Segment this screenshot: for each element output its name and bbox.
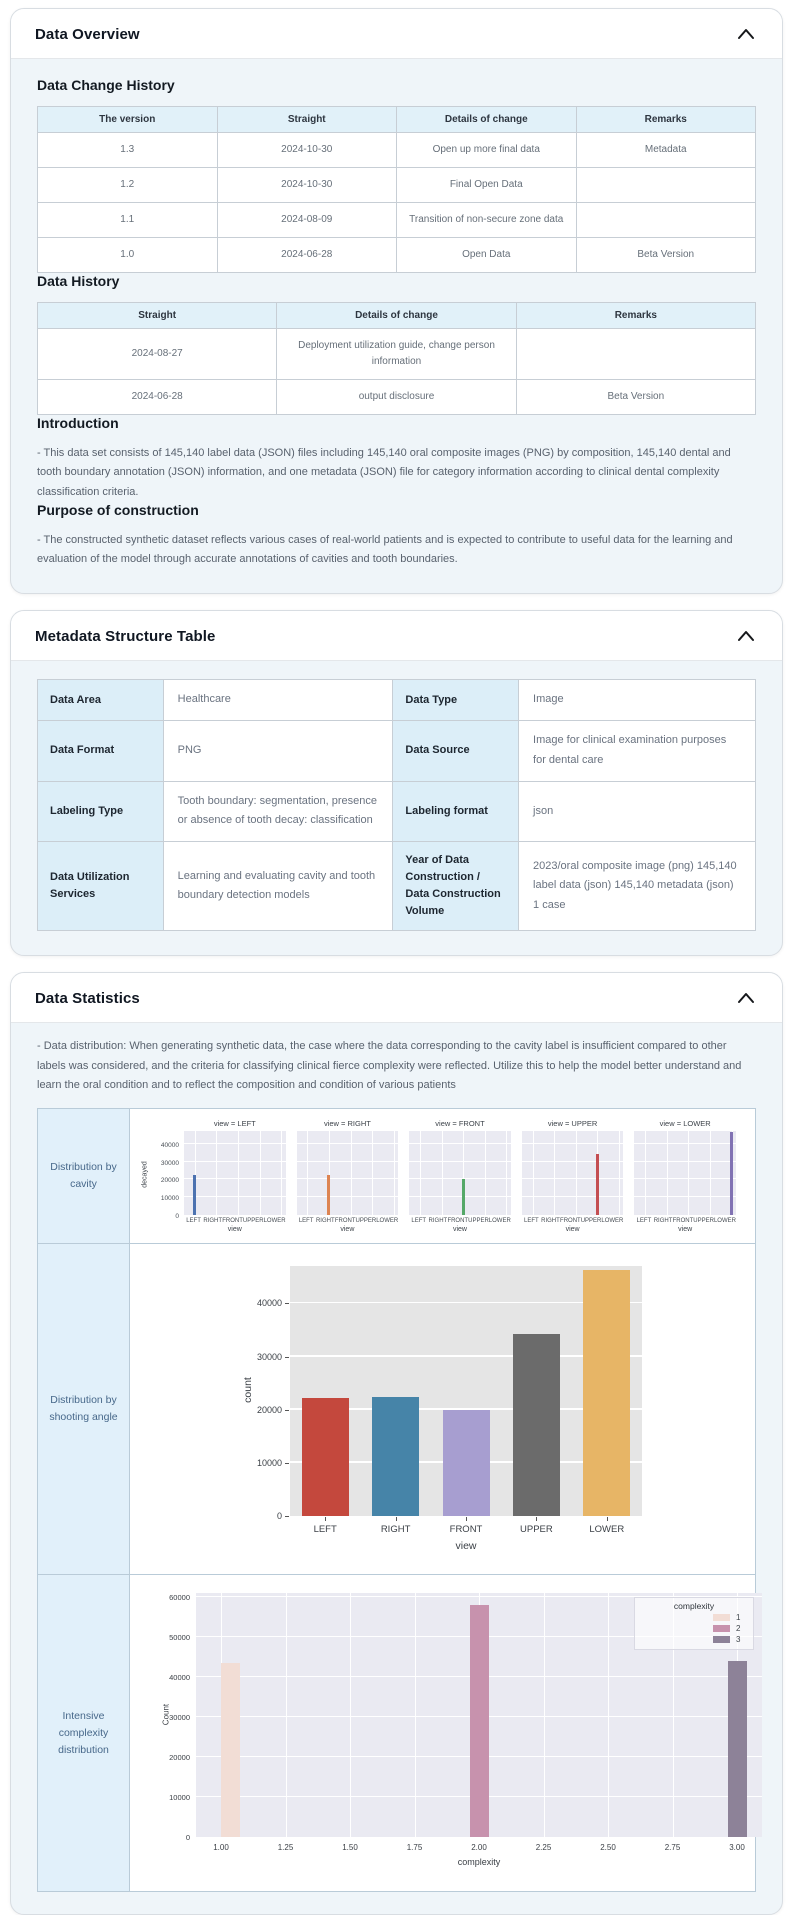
table-cell (576, 168, 756, 203)
legend-entry (644, 1613, 744, 1622)
gridline (184, 1178, 286, 1179)
table-cell: Metadata (576, 133, 756, 168)
facet-title: view = UPPER (547, 1119, 598, 1129)
data-statistics-body (11, 1023, 782, 1914)
y-tick-label: 30000 (160, 1159, 179, 1167)
table-cell: output disclosure (277, 380, 516, 415)
statistics-description: - Data distribution: When generating synthetic data, the case where the data corresponding to the cavity label is insufficient compared to other labels was considered, and the criteria for classifying clinical fierce complexity were reflected. Utilize this to help the model better understand and learn the oral condition and to reflect the composition and condition of various patients (37, 1040, 742, 1091)
gridline (297, 1196, 399, 1197)
y-tick-label: 10000 (256, 1457, 282, 1468)
legend-title: complexity (673, 1601, 715, 1612)
y-tick-label: 40000 (169, 1673, 190, 1683)
bar-front (462, 1179, 465, 1215)
x-tick-label: FRONT (222, 1218, 243, 1225)
table-cell: Deployment utilization guide, change person information (277, 329, 516, 380)
x-axis-label: view (452, 1226, 467, 1234)
table-row (38, 781, 756, 842)
distribution-by-shooting-angle-chart (138, 1258, 747, 1560)
x-tick-label: RIGHT (428, 1218, 448, 1225)
facet-title: view = LEFT (213, 1119, 256, 1129)
gridline (619, 1131, 620, 1215)
data-history-heading: Data History (37, 273, 120, 289)
gridline (286, 1593, 287, 1837)
bar-lower (583, 1270, 630, 1516)
table-cell: 1.2 (38, 168, 218, 203)
gridline (485, 1131, 486, 1215)
gridline (522, 1178, 624, 1179)
gridline (394, 1131, 395, 1215)
gridline (634, 1178, 736, 1179)
y-tick-mark (285, 1516, 289, 1517)
x-tick-label: 2.75 (664, 1843, 681, 1853)
gridline (442, 1131, 443, 1215)
y-tick-mark (285, 1463, 289, 1464)
metadata-label-cell: Labeling format (393, 781, 519, 842)
y-axis-label: decayed (141, 1161, 149, 1188)
bar-left (302, 1398, 349, 1517)
gridline (260, 1131, 261, 1215)
gridline (420, 1131, 421, 1215)
stats-row-label: Intensive complexity distribution (38, 1575, 130, 1892)
card-title-data-overview: Data Overview (35, 25, 140, 43)
y-tick-label: 20000 (256, 1404, 282, 1415)
x-tick-label: LOWER (713, 1218, 736, 1225)
gridline (184, 1143, 286, 1144)
x-tick-label: UPPER (520, 1524, 553, 1536)
gridline (522, 1196, 624, 1197)
introduction-heading: Introduction (37, 415, 119, 431)
y-tick-label: 10000 (160, 1195, 179, 1203)
table-row (38, 680, 756, 721)
x-tick-label: 1.25 (277, 1843, 294, 1853)
column-header: Remarks (576, 107, 756, 133)
metadata-label-cell: Data Area (38, 680, 164, 721)
y-axis (138, 1119, 184, 1221)
table-body (38, 133, 756, 273)
table-row (38, 203, 756, 238)
facet-title: view = LOWER (659, 1119, 711, 1129)
x-axis-label: complexity (457, 1857, 501, 1868)
gridline (297, 1143, 399, 1144)
bar-upper (513, 1334, 560, 1516)
x-tick-label: UPPER (242, 1218, 264, 1225)
legend-entry (644, 1635, 744, 1644)
gridline (710, 1131, 711, 1215)
facet-front (409, 1119, 511, 1233)
chevron-up-icon (736, 27, 756, 41)
facet-row (138, 1119, 747, 1233)
x-tick-labels (409, 1218, 511, 1224)
table-header-row (38, 107, 756, 133)
table-cell: 2024-08-27 (38, 329, 277, 380)
metadata-label-cell: Data Source (393, 721, 519, 782)
y-tick-label: 0 (276, 1511, 282, 1522)
x-tick-label: LEFT (298, 1218, 314, 1225)
gridline (415, 1593, 416, 1837)
legend (634, 1597, 754, 1650)
intensive-complexity-distribution-chart (138, 1587, 747, 1879)
facet-lower (634, 1119, 736, 1233)
legend-entry-label: 1 (736, 1613, 741, 1623)
bar-left (193, 1175, 196, 1215)
facet-plot (522, 1131, 624, 1215)
gridline (522, 1161, 624, 1162)
gridline (544, 1593, 545, 1837)
x-tick-label: LEFT (411, 1218, 427, 1225)
bar-right (372, 1397, 419, 1516)
introduction-paragraph: - This data set consists of 145,140 label data (JSON) files including 145,140 oral composite images (PNG) by composition, 145,140 dental and tooth boundary annotation (JSON) information, and one metadata (JSON) file for category information according to clinical dental complexity classification criteria. (37, 447, 731, 498)
metadata-value-cell: Tooth boundary: segmentation, presence or absence of tooth decay: classification (163, 781, 393, 842)
y-tick-mark (285, 1357, 289, 1358)
table-cell: 2024-06-28 (217, 238, 397, 273)
metadata-value-cell: Learning and evaluating cavity and tooth boundary detection models (163, 842, 393, 931)
x-tick-label: LEFT (313, 1524, 337, 1536)
metadata-label-cell: Data Utilization Services (38, 842, 164, 931)
table-row (38, 133, 756, 168)
y-tick-label: 50000 (169, 1633, 190, 1643)
gridline (297, 1178, 399, 1179)
x-tick-label: RIGHT (653, 1218, 673, 1225)
metadata-label-cell: Data Format (38, 721, 164, 782)
x-tick-label: FRONT (672, 1218, 694, 1225)
metadata-value-cell: PNG (163, 721, 393, 782)
table-header-row (38, 303, 756, 329)
x-tick-label: LOWER (488, 1218, 511, 1225)
bar-upper (596, 1154, 599, 1215)
facet-plot (184, 1131, 286, 1215)
x-axis-label: view (340, 1226, 355, 1234)
x-tick-mark (325, 1517, 326, 1521)
x-tick-label: LEFT (524, 1218, 539, 1225)
gridline (522, 1143, 624, 1144)
table-row (38, 168, 756, 203)
y-tick-label: 30000 (256, 1351, 282, 1362)
table-row (38, 238, 756, 273)
legend-swatch (713, 1636, 730, 1643)
table-row (38, 842, 756, 931)
collapse-chevron-icon[interactable] (734, 24, 758, 44)
data-overview-card (10, 8, 783, 594)
x-tick-label: FRONT (449, 1524, 483, 1536)
x-tick-label: RIGHT (315, 1218, 335, 1225)
metadata-structure-table (37, 679, 756, 931)
facet-plot (634, 1131, 736, 1215)
x-axis-label: view (565, 1226, 580, 1234)
y-tick-label: 40000 (256, 1298, 282, 1309)
x-tick-label: 2.00 (471, 1843, 487, 1853)
x-tick-label: LOWER (601, 1218, 624, 1225)
x-tick-label: 2.50 (600, 1843, 616, 1853)
x-tick-label: LEFT (186, 1218, 201, 1225)
gridline (409, 1178, 511, 1179)
gridline (350, 1593, 351, 1837)
y-tick-mark (285, 1303, 289, 1304)
data-overview-body (11, 59, 782, 593)
y-tick-label: 60000 (169, 1593, 190, 1603)
y-tick-label: 0 (185, 1833, 190, 1843)
collapse-chevron-icon[interactable] (734, 626, 758, 646)
data-history-table (37, 302, 756, 415)
facet-upper (522, 1119, 624, 1233)
change-history-heading: Data Change History (37, 77, 175, 93)
table-cell: 2024-08-09 (217, 203, 397, 238)
x-tick-label: UPPER (355, 1218, 377, 1225)
table-cell: Beta Version (576, 238, 756, 273)
legend-entry-label: 2 (736, 1624, 741, 1634)
data-statistics-header[interactable] (11, 973, 782, 1023)
bar-front (443, 1410, 490, 1516)
legend-entry (644, 1624, 744, 1633)
column-header: Details of change (277, 303, 516, 329)
gridline (281, 1131, 282, 1215)
column-header: Remarks (516, 303, 755, 329)
gridline (554, 1131, 555, 1215)
card-title-data-statistics: Data Statistics (35, 989, 140, 1007)
plot-area (290, 1266, 642, 1516)
x-tick-label: FRONT (560, 1218, 581, 1225)
x-tick-label: UPPER (468, 1218, 489, 1225)
gridline (634, 1143, 736, 1144)
x-tick-label: RIGHT (380, 1524, 411, 1536)
x-tick-label: LOWER (263, 1218, 286, 1225)
x-tick-label: FRONT (334, 1218, 356, 1225)
x-tick-label: 1.50 (342, 1843, 358, 1853)
x-tick-label: 1.75 (406, 1843, 423, 1853)
metadata-structure-card (10, 610, 783, 956)
x-tick-label: 1.00 (213, 1843, 229, 1853)
stats-row-shooting-angle (38, 1244, 756, 1575)
data-statistics-card (10, 972, 783, 1915)
table-cell: Open Data (397, 238, 577, 273)
table-body (38, 680, 756, 931)
table-row (38, 329, 756, 380)
distribution-by-cavity-chart (138, 1119, 747, 1233)
gridline (608, 1593, 609, 1837)
y-tick-label: 10000 (169, 1793, 190, 1803)
x-tick-label: UPPER (580, 1218, 602, 1225)
x-axis-label: view (227, 1226, 242, 1234)
gridline (533, 1131, 534, 1215)
x-tick-label: RIGHT (541, 1218, 560, 1225)
column-header: Straight (217, 107, 397, 133)
gridline (351, 1131, 352, 1215)
metadata-value-cell: 2023/oral composite image (png) 145,140 label data (json) 145,140 metadata (json) 1 case (519, 842, 756, 931)
metadata-value-cell: Image (519, 680, 756, 721)
purpose-heading: Purpose of construction (37, 501, 199, 518)
x-tick-labels (297, 1218, 399, 1224)
facet-plot (409, 1131, 511, 1215)
x-tick-mark (607, 1517, 608, 1521)
metadata-label-cell: Data Type (393, 680, 519, 721)
y-tick-label: 20000 (169, 1753, 190, 1763)
facet-title: view = FRONT (435, 1119, 485, 1129)
x-tick-label: 3.00 (729, 1843, 745, 1853)
x-tick-label: UPPER (693, 1218, 714, 1225)
gridline (238, 1131, 239, 1215)
facet-plot (297, 1131, 399, 1215)
stats-row-label: Distribution by cavity (38, 1109, 130, 1244)
gridline (307, 1131, 308, 1215)
gridline (216, 1131, 217, 1215)
gridline (645, 1131, 646, 1215)
histogram-bar-3 (728, 1661, 747, 1837)
gridline (297, 1161, 399, 1162)
y-tick-label: 0 (175, 1213, 179, 1221)
metadata-label-cell: Year of Data Construction / Data Construction Volume (393, 842, 519, 931)
x-axis-label: view (455, 1540, 477, 1553)
y-tick-label: 40000 (160, 1141, 179, 1149)
bar-lower (730, 1132, 733, 1215)
table-cell: 2024-10-30 (217, 133, 397, 168)
gridline (184, 1161, 286, 1162)
data-change-history-table (37, 106, 756, 273)
gridline (184, 1196, 286, 1197)
table-cell: 1.3 (38, 133, 218, 168)
metadata-structure-body (11, 661, 782, 955)
x-tick-label: LOWER (589, 1524, 625, 1536)
gridline (506, 1131, 507, 1215)
collapse-chevron-icon[interactable] (734, 988, 758, 1008)
table-cell (516, 329, 755, 380)
y-tick-label: 20000 (160, 1177, 179, 1185)
x-tick-label: LEFT (636, 1218, 652, 1225)
stats-row-cavity (38, 1109, 756, 1244)
gridline (688, 1131, 689, 1215)
column-header: Details of change (397, 107, 577, 133)
data-statistics-table (37, 1108, 756, 1892)
card-title-metadata-structure: Metadata Structure Table (35, 627, 216, 645)
y-axis-label: Count (161, 1704, 171, 1726)
facet-title: view = RIGHT (323, 1119, 371, 1129)
gridline (372, 1131, 373, 1215)
x-tick-label: 2.25 (535, 1843, 552, 1853)
legend-swatch (713, 1614, 730, 1621)
x-tick-labels (184, 1218, 286, 1224)
stats-row-label: Distribution by shooting angle (38, 1244, 130, 1575)
table-cell: Open up more final data (397, 133, 577, 168)
histogram-bar-2 (470, 1605, 489, 1837)
chevron-up-icon (736, 991, 756, 1005)
table-body (38, 329, 756, 415)
chevron-up-icon (736, 629, 756, 643)
column-header: Straight (38, 303, 277, 329)
y-tick-mark (285, 1410, 289, 1411)
x-tick-labels (522, 1218, 624, 1224)
metadata-label-cell: Labeling Type (38, 781, 164, 842)
x-tick-mark (466, 1517, 467, 1521)
table-cell (576, 203, 756, 238)
column-header: The version (38, 107, 218, 133)
gridline (667, 1131, 668, 1215)
metadata-structure-header[interactable] (11, 611, 782, 661)
x-tick-labels (634, 1218, 736, 1224)
y-axis-label: count (242, 1377, 254, 1404)
metadata-value-cell: Image for clinical examination purposes for dental care (519, 721, 756, 782)
table-header (38, 303, 756, 329)
legend-entry-label: 3 (736, 1635, 741, 1645)
gridline (634, 1196, 736, 1197)
x-axis-label: view (678, 1226, 693, 1234)
x-tick-mark (396, 1517, 397, 1521)
x-tick-label: LOWER (376, 1218, 399, 1225)
histogram-bar-1 (221, 1663, 240, 1837)
legend-swatch (713, 1625, 730, 1632)
table-row (38, 721, 756, 782)
x-tick-mark (536, 1517, 537, 1521)
table-row (38, 380, 756, 415)
table-cell: Final Open Data (397, 168, 577, 203)
table-cell: Transition of non-secure zone data (397, 203, 577, 238)
metadata-value-cell: json (519, 781, 756, 842)
table-cell: 1.0 (38, 238, 218, 273)
data-overview-header[interactable] (11, 9, 782, 59)
facet-left (184, 1119, 286, 1233)
purpose-paragraph: - The constructed synthetic dataset reflects various cases of real-world patients and is expected to contribute to useful data for the learning and evaluation of the model through accurate annotations of cavities and tooth boundaries. (37, 533, 733, 565)
table-cell: Beta Version (516, 380, 755, 415)
metadata-value-cell: Healthcare (163, 680, 393, 721)
gridline (634, 1161, 736, 1162)
facet-right (297, 1119, 399, 1233)
gridline (409, 1196, 511, 1197)
table-cell: 1.1 (38, 203, 218, 238)
stats-row-complexity (38, 1575, 756, 1892)
gridline (409, 1143, 511, 1144)
table-cell: 2024-06-28 (38, 380, 277, 415)
bar-right (327, 1175, 330, 1215)
x-tick-label: RIGHT (203, 1218, 223, 1225)
gridline (409, 1161, 511, 1162)
y-tick-label: 30000 (169, 1713, 190, 1723)
x-tick-label: FRONT (447, 1218, 469, 1225)
table-header (38, 107, 756, 133)
table-cell: 2024-10-30 (217, 168, 397, 203)
gridline (576, 1131, 577, 1215)
